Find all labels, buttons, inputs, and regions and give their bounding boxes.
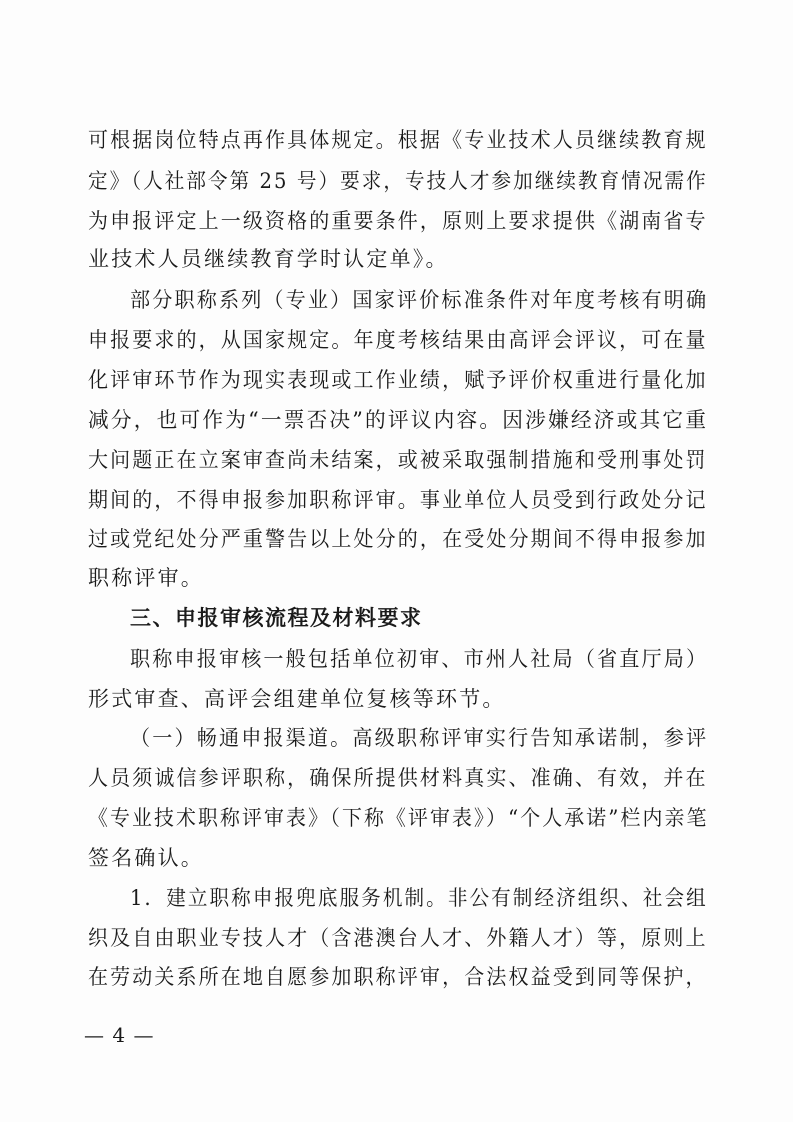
body-text-line: 定》（人社部令第 25 号）要求，专技人才参加继续教育情况需作 [88, 169, 708, 193]
paragraph-start-line: 职称申报审核一般包括单位初审、市州人社局（省直厅局） [130, 647, 709, 671]
body-text-line: 形式审查、高评会组建单位复核等环节。 [88, 687, 506, 711]
body-text-line: 期间的，不得申报参加职称评审。事业单位人员受到行政处分记 [88, 488, 708, 512]
body-text-line: 业技术人员继续教育学时认定单》。 [88, 247, 449, 271]
body-text-line: 大问题正在立案审查尚未结案，或被采取强制措施和受刑事处罚 [88, 448, 708, 472]
paragraph-start-line: （一）畅通申报渠道。高级职称评审实行告知承诺制，参评 [130, 726, 709, 750]
body-text-line: 在劳动关系所在地自愿参加职称评审，合法权益受到同等保护， [88, 965, 708, 989]
body-text-line: 《专业技术职称评审表》（下称《评审表》）“个人承诺”栏内亲笔 [88, 806, 709, 830]
section-heading: 三、申报审核流程及材料要求 [130, 606, 423, 630]
body-text-line: 过或党纪处分严重警告以上处分的，在受处分期间不得申报参加 [88, 527, 708, 551]
body-text-line: 为申报评定上一级资格的重要条件，原则上要求提供《湖南省专 [88, 209, 708, 233]
body-text-line: 织及自由职业专技人才（含港澳台人才、外籍人才）等，原则上 [88, 926, 708, 950]
paragraph-start-line: 部分职称系列（专业）国家评价标准条件对年度考核有明确 [130, 288, 709, 312]
body-text-line: 申报要求的，从国家规定。年度考核结果由高评会评议，可在量 [88, 328, 708, 352]
body-text-line: 化评审环节作为现实表现或工作业绩，赋予评价权重进行量化加 [88, 368, 708, 392]
body-text-line: 可根据岗位特点再作具体规定。根据《专业技术人员继续教育规 [88, 128, 708, 152]
paragraph-start-line: 1．建立职称申报兜底服务机制。非公有制经济组织、社会组 [130, 886, 708, 910]
body-text-line: 减分，也可作为“一票否决”的评议内容。因涉嫌经济或其它重 [88, 408, 709, 432]
body-text-line: 人员须诚信参评职称，确保所提供材料真实、准确、有效，并在 [88, 766, 708, 790]
body-text-line: 签名确认。 [88, 846, 204, 870]
body-text-line: 职称评审。 [88, 566, 204, 590]
page-number: — 4 — [84, 1023, 155, 1047]
